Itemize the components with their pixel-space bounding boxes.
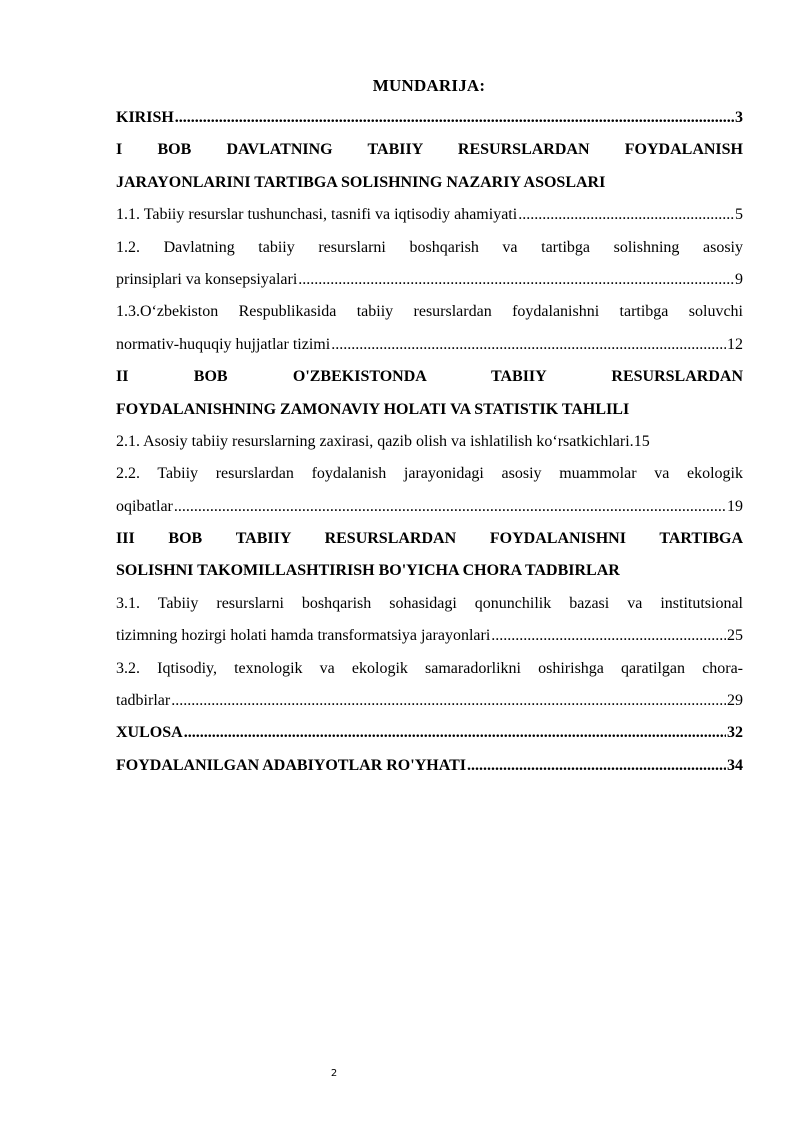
- dot-leader: [331, 329, 726, 361]
- dot-leader: [467, 750, 726, 782]
- toc-entry-2-2-line2[interactable]: [116, 491, 743, 523]
- toc-entry-label: prinsiplari va konsepsiyalari: [116, 270, 298, 288]
- dot-leader: [518, 199, 734, 231]
- toc-chapter-3-line1[interactable]: III BOB TABIIY RESURSLARDAN FOYDALANISHNI TARTIBGA: [116, 530, 743, 548]
- toc-page-number: 25: [727, 627, 743, 645]
- toc-entry-label: tadbirlar: [116, 692, 171, 710]
- toc-entry-label: oqibatlar: [116, 497, 173, 515]
- toc-entry-label: XULOSA: [116, 724, 183, 742]
- dot-leader: [298, 264, 734, 296]
- toc-entry-3-1-line2[interactable]: [116, 620, 743, 652]
- toc-entry-2-1[interactable]: [116, 426, 743, 458]
- toc-entry-1-2-line1[interactable]: 1.2. Davlatning tabiiy resurslarni boshqarish va tartibga solishning asosiy: [116, 238, 743, 256]
- toc-page-number: 15: [633, 432, 650, 450]
- toc-entry-label: 1.1. Tabiiy resurslar tushunchasi, tasnifi va iqtisodiy ahamiyati: [116, 206, 518, 224]
- toc-entry-label: FOYDALANILGAN ADABIYOTLAR RO'YHATI: [116, 756, 466, 774]
- dot-leader: [184, 717, 726, 749]
- toc-page-number: 9: [735, 270, 743, 288]
- dot-leader: [174, 491, 726, 523]
- toc-chapter-2-line1[interactable]: II BOB O'ZBEKISTONDA TABIIY RESURSLARDAN: [116, 368, 743, 386]
- toc-chapter-3-line2[interactable]: SOLISHNI TAKOMILLASHTIRISH BO'YICHA CHORA TADBIRLAR: [116, 562, 620, 580]
- toc-entry-1-3-line2[interactable]: [116, 329, 743, 361]
- toc-entry-kirish[interactable]: [116, 102, 743, 134]
- toc-entry-3-1-line1[interactable]: 3.1. Tabiiy resurslarni boshqarish sohasidagi qonunchilik bazasi va institutsional: [116, 594, 743, 612]
- toc-entry-label: normativ-huquqiy hujjatlar tizimi: [116, 335, 331, 353]
- toc-page-number: 34: [727, 756, 743, 774]
- toc-page-number: 32: [727, 724, 743, 742]
- toc-entry-1-1[interactable]: [116, 199, 743, 231]
- toc-entry-xulosa[interactable]: [116, 717, 743, 749]
- toc-entry-label: 2.1. Asosiy tabiiy resurslarning zaxirasi, qazib olish va ishlatilish ko‘rsatkichlari.: [116, 432, 634, 450]
- toc-entry-3-2-line1[interactable]: 3.2. Iqtisodiy, texnologik va ekologik samaradorlikni oshirishga qaratilgan chora-: [116, 659, 743, 677]
- toc-chapter-1-line2[interactable]: JARAYONLARINI TARTIBGA SOLISHNING NAZARIY ASOSLARI: [116, 173, 606, 191]
- toc-chapter-2-line2[interactable]: FOYDALANISHNING ZAMONAVIY HOLATI VA STATISTIK TAHLILI: [116, 400, 630, 418]
- toc-page-number: 19: [727, 497, 743, 515]
- toc-page-number: 5: [735, 206, 743, 224]
- toc-entry-1-2-line2[interactable]: [116, 264, 743, 296]
- table-of-contents: [116, 102, 743, 782]
- toc-page-number: 12: [727, 335, 743, 353]
- toc-entry-adabiyotlar[interactable]: [116, 750, 743, 782]
- toc-title: MUNDARIJA:: [372, 76, 486, 95]
- dot-leader: [491, 620, 726, 652]
- toc-chapter-1-line1[interactable]: I BOB DAVLATNING TABIIY RESURSLARDAN FOYDALANISH: [116, 141, 743, 159]
- page-number: 2: [330, 1068, 338, 1079]
- toc-entry-label: tizimning hozirgi holati hamda transformatsiya jarayonlari: [116, 627, 491, 645]
- toc-page-number: 3: [735, 109, 743, 126]
- toc-entry-3-2-line2[interactable]: [116, 685, 743, 717]
- toc-entry-2-2-line1[interactable]: 2.2. Tabiiy resurslardan foydalanish jarayonidagi asosiy muammolar va ekologik: [116, 465, 743, 483]
- toc-page-number: 29: [727, 692, 743, 710]
- toc-entry-label: KIRISH: [116, 109, 174, 126]
- toc-entry-1-3-line1[interactable]: 1.3.O‘zbekiston Respublikasida tabiiy resurslardan foydalanishni tartibga soluvchi: [116, 303, 743, 321]
- dot-leader: [175, 102, 734, 134]
- dot-leader: [171, 685, 726, 717]
